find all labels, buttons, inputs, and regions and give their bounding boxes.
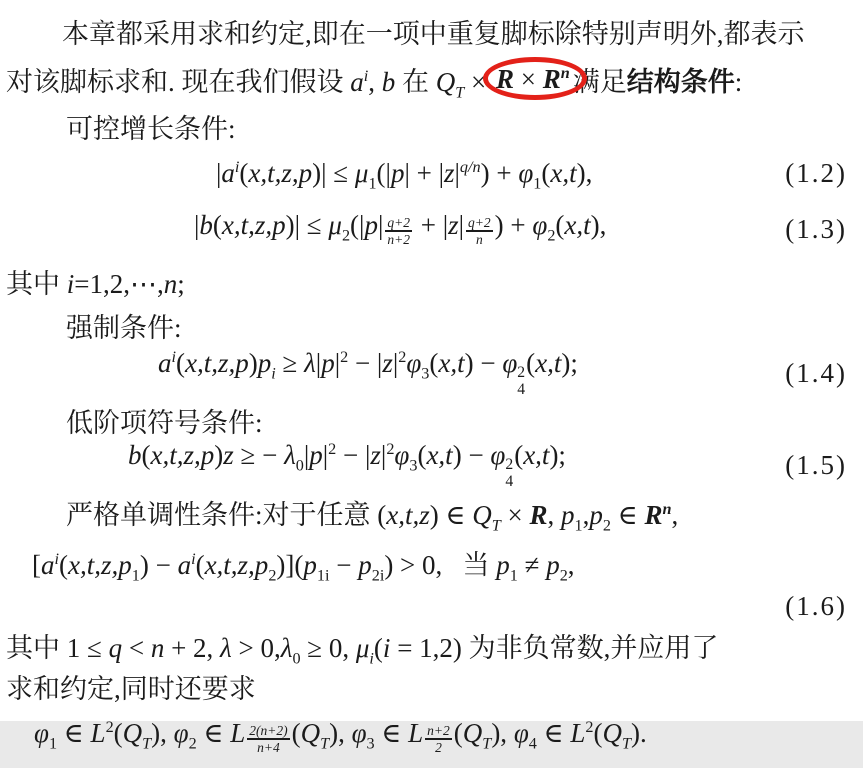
equation-1-2-body: $|a^i(x,t,z,p)| \le \mu_1(|p| + |z|^{q/n}) + \varphi_1(x,t)$, [216, 157, 593, 192]
equation-1-4-number: (1.4) [785, 357, 847, 388]
paragraph-line-2-before: 对该脚标求和. 现在我们假设 $a^i$, b 在 $Q_T$ × [6, 66, 493, 101]
equation-1-5-number: (1.5) [785, 449, 847, 480]
monotonicity-condition-line [6, 488, 853, 536]
growth-condition-heading-text: 可控增长条件: [66, 113, 236, 144]
equation-1-5 [6, 439, 853, 490]
monotonicity-condition-text: 严格单调性条件:对于任意 (x,t,z) ∈ $Q_T \times R$, $p_1,p_2$ ∈ $R^n$, [66, 499, 679, 534]
paragraph-line-1-text: 本章都采用求和约定,即在一项中重复脚标除特别声明外,都表示 [62, 18, 805, 49]
lower-order-sign-heading-text: 低阶项符号条件: [66, 407, 263, 438]
equation-1-4 [6, 348, 853, 398]
index-range-text: 其中 i=1,2,⋯,n; [6, 268, 185, 299]
paragraph-line-2 [6, 54, 853, 104]
growth-condition-heading [6, 104, 853, 148]
index-range-line [6, 260, 853, 302]
constants-text: 其中 1 ≤ q < n + 2, $\lambda > 0,\lambda_0 \ge 0$, $\mu_i(i = 1,2)$ 为非负常数,并应用了 [6, 632, 719, 667]
coercive-condition-heading [6, 302, 853, 348]
equation-1-6 [6, 536, 853, 588]
equation-1-6-number-line [6, 588, 853, 624]
equation-1-6-number: (1.6) [785, 590, 847, 621]
summation-line [6, 666, 853, 706]
equation-1-3-number: (1.3) [785, 213, 847, 244]
equation-1-2-number: (1.2) [785, 157, 847, 188]
function-space-conditions-body: $\varphi_1$ ∈ $L^2(Q_T)$, $\varphi_2$ ∈ L $\frac{2(n+2)}{n+4}$ $(Q_T)$, $\varphi_3$ ∈ L $\frac{n+2}{2}$ $(Q_T)$, $\varphi_4$ ∈ $L^2(Q_T)$. [34, 718, 647, 756]
equation-1-2 [6, 148, 853, 198]
circled-expression: $R \times R^n$ [496, 63, 570, 94]
equation-1-3 [6, 198, 853, 260]
summation-text: 求和约定,同时还要求 [6, 673, 256, 704]
constants-line [6, 624, 853, 666]
paragraph-line-2-after: 满足结构条件: [572, 66, 743, 97]
lower-order-sign-heading [6, 398, 853, 442]
coercive-condition-heading-text: 强制条件: [66, 312, 182, 343]
red-circle-annotation [493, 64, 573, 95]
paragraph-line-1 [6, 8, 853, 54]
equation-1-3-body: $|b(x,t,z,p)| \le \mu_2(|p|$ $\frac{q+2}{n+2}$ + |z| $\frac{q+2}{n}$ ) + $\varphi_2(x,t)$, [194, 210, 607, 248]
equation-1-4-body: $a^i(x,t,z,p)p_i \ge \lambda|p|^2 - |z|^2\varphi_3(x,t) - \varphi$ 2 4 (x,t); [158, 347, 578, 398]
equation-1-5-body: b(x,t,z,p)z ≥ − $\lambda_0|p|^2 - |z|^2\varphi_3(x,t) - \varphi$ 2 4 (x,t); [128, 439, 566, 490]
equation-1-6-body: $[a^i(x,t,z,p_1) - a^i(x,t,z,p_2)](p_{1i} - p_{2i}) > 0$, 当 $p_1 \ne p_2$, [32, 549, 575, 584]
function-space-conditions [6, 706, 853, 768]
